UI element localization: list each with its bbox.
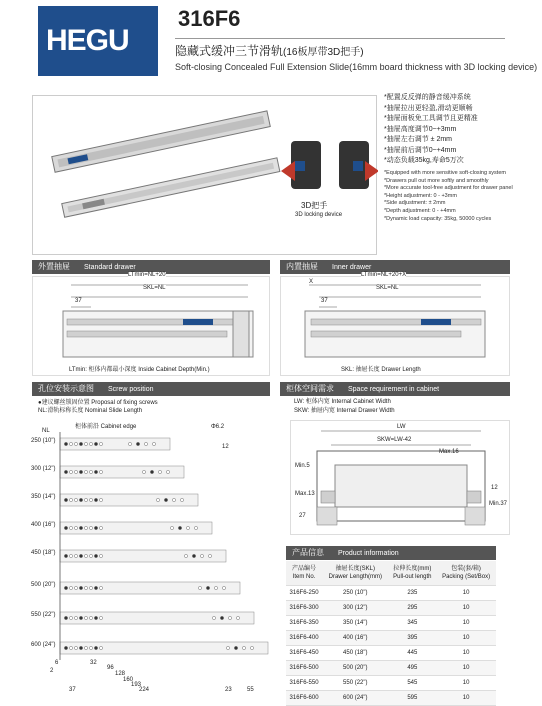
feature-en-item: *Height adjustment: 0 - +3mm [384,192,457,199]
screw-size-label: 300 (12") [31,466,56,472]
pullout-length: 445 [388,645,436,660]
feature-en-item: *Dynamic load capacity: 35kg, 50000 cycles [384,215,492,222]
product-info-header [286,546,496,560]
space-max13: Max.13 [295,491,315,497]
header-item-no [286,561,322,585]
inner-caption: SKL: 抽屉长度 Drawer Length [341,367,421,373]
title-cn-note: (16板厚带3D把手) [283,47,364,58]
item-no: 316F6-550 [286,675,322,690]
screw-size-label: 600 (24") [31,642,56,648]
dim-label: 23 [225,687,232,693]
space-lw: LW [397,424,406,430]
screw-position-header [32,382,270,396]
feature-cn-item: *抽屉左右调节 ± 2mm [384,136,453,143]
screw-size-labels [30,432,270,660]
handle-left [281,141,321,189]
dim-label: 193 [131,682,142,688]
screw-title-en: Screw position [108,386,154,393]
feature-en-item: *Side adjustment: ± 2mm [384,200,446,207]
pullout-length: 495 [388,660,436,675]
features-en [384,170,529,223]
packing: 10 [436,615,496,630]
dim-label: 32 [90,660,97,666]
dim-label: 160 [123,677,134,683]
screw-size-label: 400 (16") [31,522,56,528]
drawer-length: 250 (10") [322,585,388,600]
standard-skl: SKL=NL [143,285,166,291]
inner-lt: LTmin=NL+20+X [361,272,407,278]
handle-label-en: 3D locking device [295,212,343,218]
slide-illustration [33,96,378,256]
table-header-row [286,561,496,585]
standard-title-cn: 外置抽屉 [38,262,70,271]
handle-right [339,141,378,189]
header-cn: 抽屉长度(SKL) [335,565,375,572]
dim-label: 6 [55,660,59,666]
drawer-length: 300 (12") [322,600,388,615]
item-no: 316F6-400 [286,630,322,645]
standard-drawer-diagram [32,272,270,376]
dim-label: 55 [247,687,254,693]
packing: 10 [436,585,496,600]
screw-size-label: 550 (22") [31,612,56,618]
header-en: Pull-out length [393,573,432,580]
dim-label: 128 [115,671,126,677]
feature-en-item: *Depth adjustment: 0 - +4mm [384,207,456,214]
item-no: 316F6-250 [286,585,322,600]
product-table [286,561,496,706]
header-cn: 产品编号 [292,565,317,572]
inner-title-en: Inner drawer [332,264,372,271]
standard-lt: LTmin=NL+20 [128,272,166,278]
packing: 10 [436,630,496,645]
dim12-label: 12 [222,444,229,450]
packing: 10 [436,600,496,615]
skw-note: SKW: 抽屉内宽 Internal Drawer Width [294,408,395,414]
drawer-length: 450 (18") [322,645,388,660]
packing: 10 [436,645,496,660]
feature-cn-item: *抽屉前后调节0~+4mm [384,146,457,154]
product-photo [32,95,377,255]
screw-notes [38,399,158,415]
feature-en-item: *Drawers pull out more softly and smoothly [384,177,489,184]
inner-title-cn: 内置抽屉 [286,262,318,271]
standard-dim37: 37 [75,298,82,304]
table-row [286,690,496,705]
title-cn [175,42,364,59]
pullout-length: 545 [388,675,436,690]
table-row [286,585,496,600]
inner-x: X [309,279,314,285]
dim-label: 37 [69,687,76,693]
item-no: 316F6-450 [286,645,322,660]
screw-size-label: 250 (10") [31,438,56,444]
product-title-cn: 产品信息 [292,548,324,557]
brand-logo [38,6,158,76]
space-max16: Max.16 [439,449,459,455]
packing: 10 [436,690,496,705]
drawer-length: 600 (24") [322,690,388,705]
pullout-length: 345 [388,615,436,630]
feature-cn-item: *动态负载35kg,寿命5万次 [384,157,464,164]
item-no: 316F6-300 [286,600,322,615]
table-row [286,675,496,690]
drawer-length: 350 (14") [322,615,388,630]
table-row [286,615,496,630]
screw-dimensions [50,660,270,696]
feature-cn-item: *配置反反弹的静音缓冲系统 [384,94,471,101]
space-title-cn: 柜体空间需求 [286,384,334,393]
feature-cn-item: *抽屉高度调节0~+3mm [384,125,457,133]
item-no: 316F6-500 [286,660,322,675]
packing: 10 [436,660,496,675]
screw-nl-label: NL [42,428,50,434]
header-pullout [388,561,436,585]
space-min37: Min.37 [489,501,508,507]
inner-drawer-diagram [280,272,510,376]
table-row [286,600,496,615]
pullout-length: 235 [388,585,436,600]
item-no: 316F6-600 [286,690,322,705]
space-min5: Min.5 [295,463,310,469]
product-title-en: Product information [338,550,399,557]
space-title-en: Space requirement in cabinet [348,386,440,393]
table-row [286,660,496,675]
inner-skl: SKL=NL [376,285,399,291]
screw-size-label: 500 (20") [31,582,56,588]
screw-note-1: ●建议螺丝锁固位置 Proposal of fixing screws [38,400,158,406]
header-en: Packing (Set/Box) [442,573,491,580]
feature-en-item: *Equipped with more sensitive soft-closing system [384,170,506,176]
pullout-length: 595 [388,690,436,705]
handle-label-cn: 3D把手 [301,201,328,210]
drawer-length: 550 (22") [322,675,388,690]
item-no: 316F6-350 [286,615,322,630]
title-cn-main: 隐藏式缓冲三节滑轨 [175,44,284,58]
screw-size-label: 450 (18") [31,550,56,556]
space-12: 12 [491,485,498,491]
pullout-length: 295 [388,600,436,615]
feature-cn-item: *抽屉面板免工具调节且更精准 [384,115,478,122]
features-cn [384,93,478,167]
header-en: Item No. [292,573,316,580]
header-cn: 拉伸长度(mm) [393,565,432,572]
inner-dim37: 37 [321,298,328,304]
dim-label: 96 [107,665,114,671]
screw-note-2: NL:滑轨标称长度 Nominal Slide Length [38,408,143,414]
space-requirement-header [280,382,510,396]
space-27: 27 [299,513,306,519]
title-divider [175,38,505,39]
feature-cn-item: *抽屉拉出更轻盈,滑动更顺畅 [384,104,473,112]
screw-size-label: 350 (14") [31,494,56,500]
standard-title-en: Standard drawer [84,264,136,271]
cabinet-edge-label: 柜体前沿 Cabinet edge [75,424,137,430]
title-en: Soft-closing Concealed Full Extension Slide(16mm board thickness with 3D locking device) [175,62,538,72]
drawer-length: 500 (20") [322,660,388,675]
header-drawer-length [322,561,388,585]
space-diagram [290,420,510,535]
phi-label: Φ6.2 [211,424,225,430]
feature-en-item: *More accurate tool-free adjustment for drawer panel [384,185,513,192]
table-row [286,630,496,645]
packing: 10 [436,675,496,690]
model-number: 316F6 [178,6,241,31]
pullout-length: 395 [388,630,436,645]
dim-label: 2 [50,668,54,674]
space-notes [294,398,395,416]
table-row [286,645,496,660]
space-skw: SKW=LW-42 [377,437,412,443]
standard-caption: LTmin: 柜体内都最小深度 Inside Cabinet Depth(Min.) [69,367,210,373]
header-packing [436,561,496,585]
dim-label: 224 [139,687,150,693]
screw-title-cn: 孔位安装示意图 [38,384,94,393]
header-cn: 包装(套/箱) [451,565,481,572]
drawer-length: 400 (16") [322,630,388,645]
lw-note: LW: 柜体内宽 Internal Cabinet Width [294,399,391,405]
header-en: Drawer Length(mm) [328,573,382,580]
logo-text: HEGU [46,24,129,57]
